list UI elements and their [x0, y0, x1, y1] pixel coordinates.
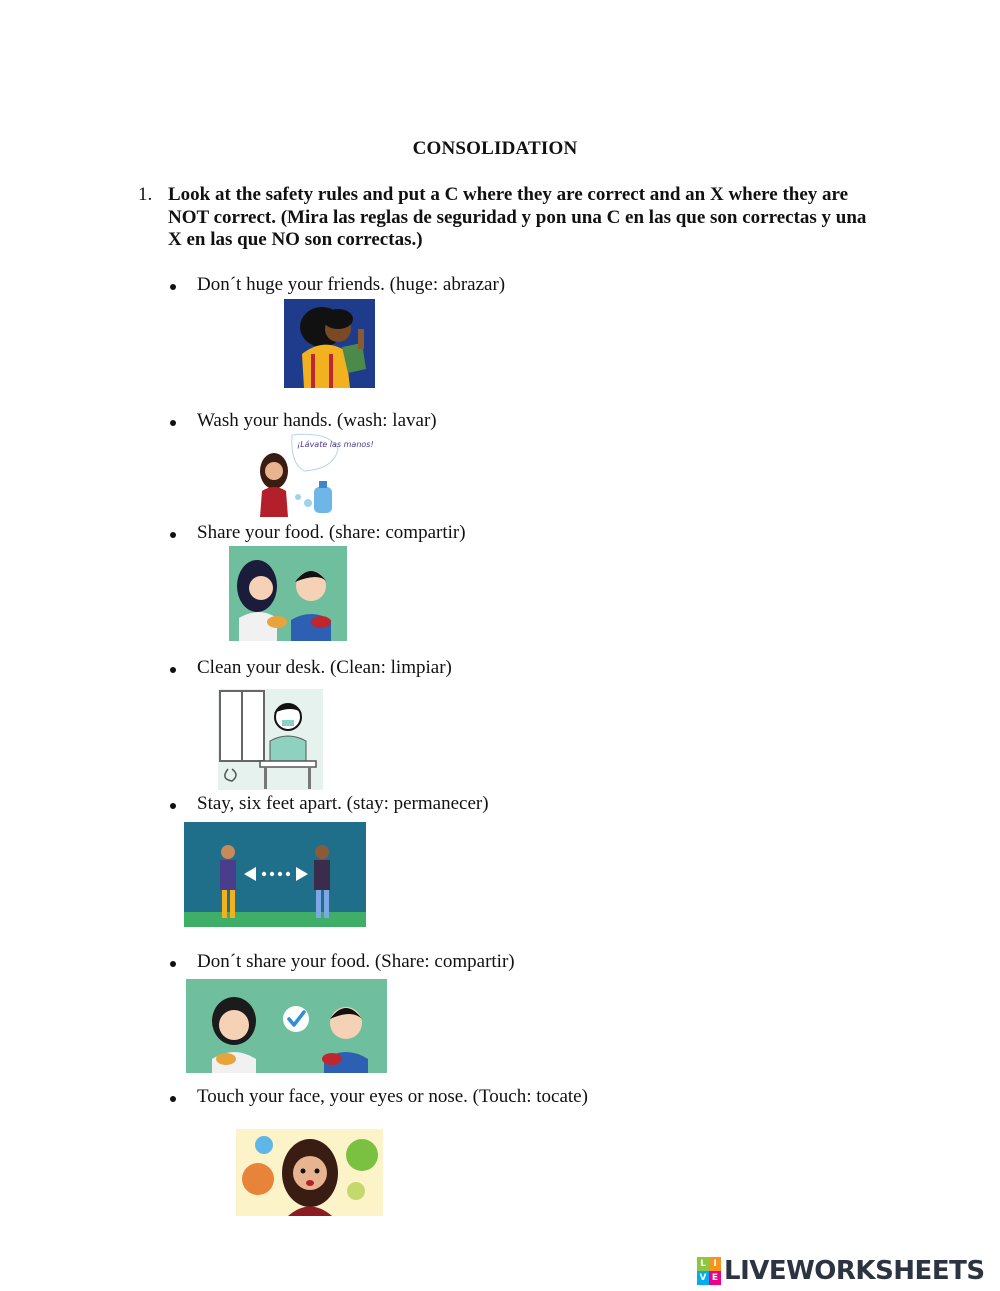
list-item-text: Wash your hands. (wash: lavar) — [197, 410, 437, 431]
wash-hands-image — [252, 433, 374, 517]
bullet-icon — [170, 667, 176, 673]
question-number: 1. — [138, 184, 153, 205]
logo-letter-v: V — [697, 1271, 709, 1285]
list-item-text: Don´t share your food. (Share: compartir) — [197, 951, 515, 972]
dont-share-food-image — [186, 979, 387, 1073]
bullet-icon — [170, 284, 176, 290]
logo-letter-e: E — [709, 1271, 721, 1285]
question-instructions: Look at the safety rules and put a C where they are correct and an X where they are NOT correct. (Mira las reglas de seguridad y pon una C en las que son correctas y una X en las que NO son correctas.) — [168, 184, 867, 250]
clean-desk-image — [218, 689, 323, 790]
hug-friends-image — [284, 299, 375, 388]
list-item-text: Don´t huge your friends. (huge: abrazar) — [197, 274, 506, 295]
six-feet-apart-image — [184, 822, 366, 927]
bullet-icon — [170, 803, 176, 809]
bullet-icon — [170, 1096, 176, 1102]
share-food-image — [229, 546, 347, 641]
list-item-text: Share your food. (share: compartir) — [197, 522, 466, 543]
logo-letter-i: I — [709, 1257, 721, 1271]
bullet-icon — [170, 420, 176, 426]
list-item-text: Clean your desk. (Clean: limpiar) — [197, 657, 452, 678]
bullet-icon — [170, 532, 176, 538]
page-title: CONSOLIDATION — [412, 138, 578, 159]
liveworksheets-logo — [697, 1254, 997, 1288]
list-item-text: Stay, six feet apart. (stay: permanecer) — [197, 793, 489, 814]
bullet-icon — [170, 961, 176, 967]
logo-mark — [697, 1257, 721, 1285]
sign-text: ¡Lávate las manos! — [297, 440, 374, 449]
logo-text: LIVEWORKSHEETS — [724, 1256, 985, 1286]
touch-face-image — [236, 1129, 383, 1216]
logo-letter-l: L — [697, 1257, 709, 1271]
list-item-text: Touch your face, your eyes or nose. (Touch: tocate) — [197, 1086, 588, 1107]
